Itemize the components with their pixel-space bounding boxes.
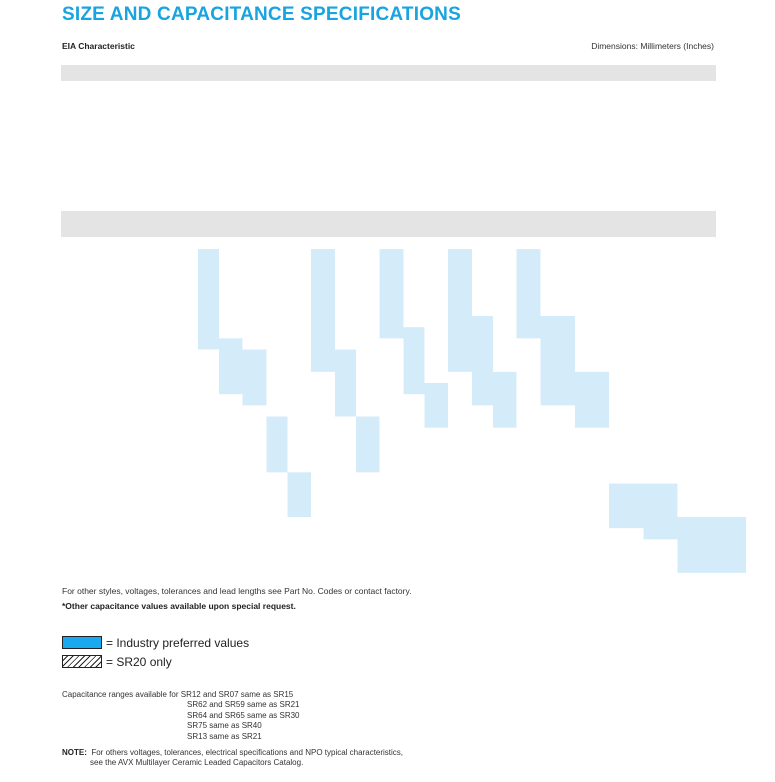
range-fill [243, 350, 267, 406]
range-fill [517, 249, 541, 338]
range-fill [198, 249, 219, 350]
range-fill [575, 372, 609, 428]
range-fill [541, 316, 576, 405]
range-fill [267, 417, 288, 473]
range-fill [288, 472, 312, 517]
ranges-note [62, 690, 300, 742]
ranges-line: SR64 and SR65 same as SR30 [187, 710, 300, 720]
range-fill [609, 484, 644, 529]
range-fill [472, 316, 493, 405]
range-fill [404, 327, 425, 394]
range-fill [678, 517, 713, 573]
note-line: For others voltages, tolerances, electrical specifications and NPO typical characteristics, [91, 748, 404, 757]
range-fill [448, 249, 472, 372]
note-line: see the AVX Multilayer Ceramic Leaded Capacitors Catalog. [90, 758, 304, 768]
legend-sr20 [62, 655, 172, 668]
legend-preferred-label: = Industry preferred values [106, 635, 250, 650]
insertable-row-bg [61, 65, 716, 81]
legend-sr20-label: = SR20 only [106, 654, 172, 669]
range-fill [219, 338, 243, 394]
footnote-styles: For other styles, voltages, tolerances and lead lengths see Part No. Codes or contact factory. [62, 586, 412, 596]
range-fill [493, 372, 517, 428]
range-fill [311, 249, 335, 372]
ranges-line: SR13 same as SR21 [187, 731, 262, 741]
ranges-line: SR62 and SR59 same as SR21 [187, 700, 300, 710]
catalog-note [62, 748, 403, 769]
range-fill [644, 484, 678, 540]
legend-preferred [62, 636, 249, 649]
range-fill [356, 417, 380, 473]
preferred-swatch [62, 636, 102, 649]
range-fill [335, 350, 356, 417]
page-title: SIZE AND CAPACITANCE SPECIFICATIONS [62, 4, 461, 25]
hatch-swatch [62, 655, 102, 668]
ranges-line: Capacitance ranges available for SR12 and SR07 same as SR15 [62, 690, 294, 699]
eia-label: EIA Characteristic [62, 41, 135, 51]
cap-header-bg [61, 211, 716, 237]
range-fill [712, 517, 746, 573]
dimensions-label: Dimensions: Millimeters (Inches) [591, 41, 714, 51]
note-label: NOTE: [62, 748, 87, 757]
footnote-special: *Other capacitance values available upon special request. [62, 601, 296, 611]
range-fill [425, 383, 449, 428]
spec-table [61, 51, 716, 584]
ranges-line: SR75 same as SR40 [187, 721, 262, 731]
range-fill [380, 249, 404, 338]
